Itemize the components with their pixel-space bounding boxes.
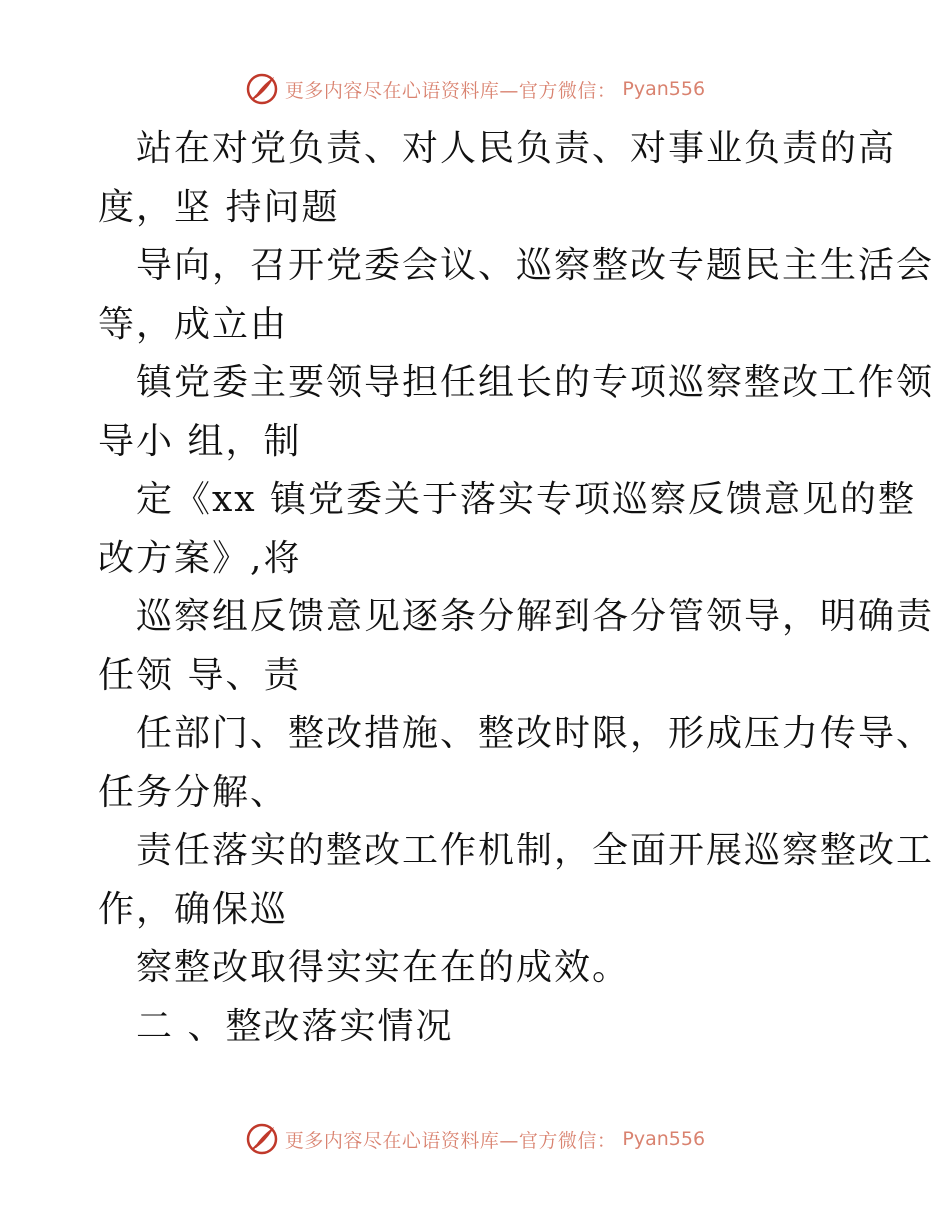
text-line: 责任落实的整改工作机制，全面开展巡察整改工 bbox=[136, 830, 935, 871]
text-line: 站在对党负责、对人民负责、对事业负责的高 bbox=[136, 128, 897, 169]
quill-pen-logo-icon bbox=[245, 1122, 279, 1156]
watermark-wechat-id: Pyan556 bbox=[622, 1128, 706, 1150]
section-heading: 二 、整改落实情况 bbox=[136, 1005, 454, 1047]
text-line: 作，确保巡 bbox=[98, 888, 289, 930]
text-line: 任务分解、 bbox=[98, 771, 289, 813]
text-line: 任领 导、责 bbox=[98, 654, 302, 696]
text-line: 度，坚 持问题 bbox=[98, 186, 340, 228]
footer-watermark bbox=[0, 1122, 950, 1156]
text-line: 镇党委主要领导担任组长的专项巡察整改工作领 bbox=[136, 362, 935, 403]
watermark-text: 更多内容尽在心语资料库—官方微信： bbox=[284, 1129, 617, 1152]
text-line: 等，成立由 bbox=[98, 303, 289, 345]
text-line: 巡察组反馈意见逐条分解到各分管领导，明确责 bbox=[136, 596, 935, 637]
text-line: 导小 组，制 bbox=[98, 420, 302, 462]
text-line: 导向，召开党委会议、巡察整改专题民主生活会 bbox=[136, 245, 935, 286]
text-line: 任部门、整改措施、整改时限，形成压力传导、 bbox=[136, 713, 935, 754]
document-body bbox=[98, 120, 935, 1056]
watermark-text: 更多内容尽在心语资料库—官方微信： bbox=[284, 79, 617, 102]
quill-pen-logo-icon bbox=[245, 72, 279, 106]
watermark-wechat-id: Pyan556 bbox=[622, 78, 706, 100]
text-line: 定《xx 镇党委关于落实专项巡察反馈意见的整 bbox=[136, 479, 917, 520]
text-line: 察整改取得实实在在的成效。 bbox=[136, 947, 631, 988]
text-line: 改方案》,将 bbox=[98, 537, 302, 579]
header-watermark bbox=[0, 72, 950, 106]
